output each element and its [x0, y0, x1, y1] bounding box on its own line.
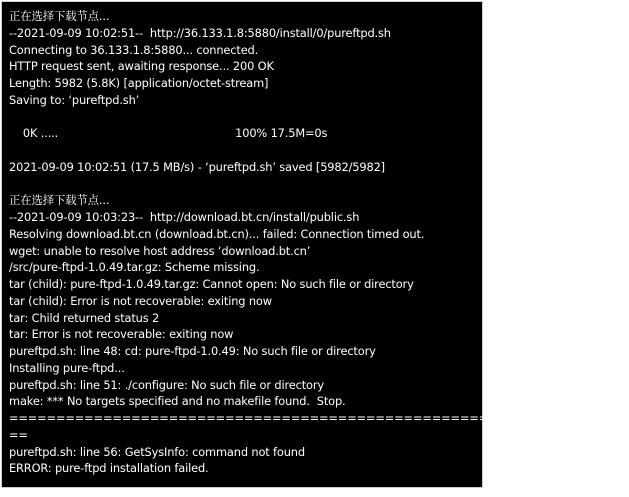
terminal-line: Connecting to 36.133.1.8:5880... connected.	[9, 42, 259, 57]
terminal-line: Length: 5982 (5.8K) [application/octet-stream]	[9, 76, 269, 90]
terminal-line: pureftpd.sh: line 56: GetSysInfo: command not found	[9, 444, 305, 459]
terminal-line: wget: unable to resolve host address ‘download.bt.cn’	[9, 243, 311, 258]
terminal-line: pureftpd.sh: line 51: ./configure: No such file or directory	[9, 377, 324, 392]
terminal-line: tar (child): pure-ftpd-1.0.49.tar.gz: Cannot open: No such file or directory	[9, 277, 414, 291]
terminal-line: ==	[9, 427, 28, 442]
terminal-line: --2021-09-09 10:03:23-- http://download.bt.cn/install/public.sh	[9, 210, 360, 224]
terminal-line: 正在选择下载节点...	[9, 193, 110, 208]
terminal-output-pane[interactable]	[1, 1, 629, 488]
terminal-line: Saving to: ‘pureftpd.sh’	[9, 92, 140, 107]
terminal-line: tar (child): Error is not recoverable: exiting now	[9, 293, 272, 308]
terminal-line: pureftpd.sh: line 48: cd: pure-ftpd-1.0.49: No such file or directory	[9, 344, 376, 358]
terminal-line: Installing pure-ftpd...	[9, 360, 125, 375]
terminal-line: 正在选择下载节点...	[9, 9, 110, 23]
terminal-line: 2021-09-09 10:02:51 (17.5 MB/s) - ‘pureftpd.sh’ saved [5982/5982]	[9, 159, 385, 174]
terminal-line: tar: Child returned status 2	[9, 310, 160, 325]
terminal-line: ERROR: pure-ftpd installation failed.	[9, 461, 209, 476]
terminal-line: /src/pure-ftpd-1.0.49.tar.gz: Scheme missing.	[9, 260, 260, 275]
terminal-line: --2021-09-09 10:02:51-- http://36.133.1.8:5880/install/0/pureftpd.sh	[9, 25, 391, 40]
terminal-output	[9, 8, 629, 477]
terminal-line: make: *** No targets specified and no makefile found. Stop.	[9, 394, 346, 409]
terminal-line: HTTP request sent, awaiting response... 200 OK	[9, 59, 274, 74]
terminal-line: Resolving download.bt.cn (download.bt.cn)... failed: Connection timed out.	[9, 226, 425, 241]
terminal-line: 0K ..... 100% 17.5M=0s	[9, 126, 328, 141]
terminal-line	[9, 109, 478, 126]
terminal-line	[9, 142, 478, 159]
terminal-line	[9, 176, 478, 193]
terminal-line: ==================================================================	[9, 411, 629, 425]
terminal-line: tar: Error is not recoverable: exiting now	[9, 327, 234, 342]
